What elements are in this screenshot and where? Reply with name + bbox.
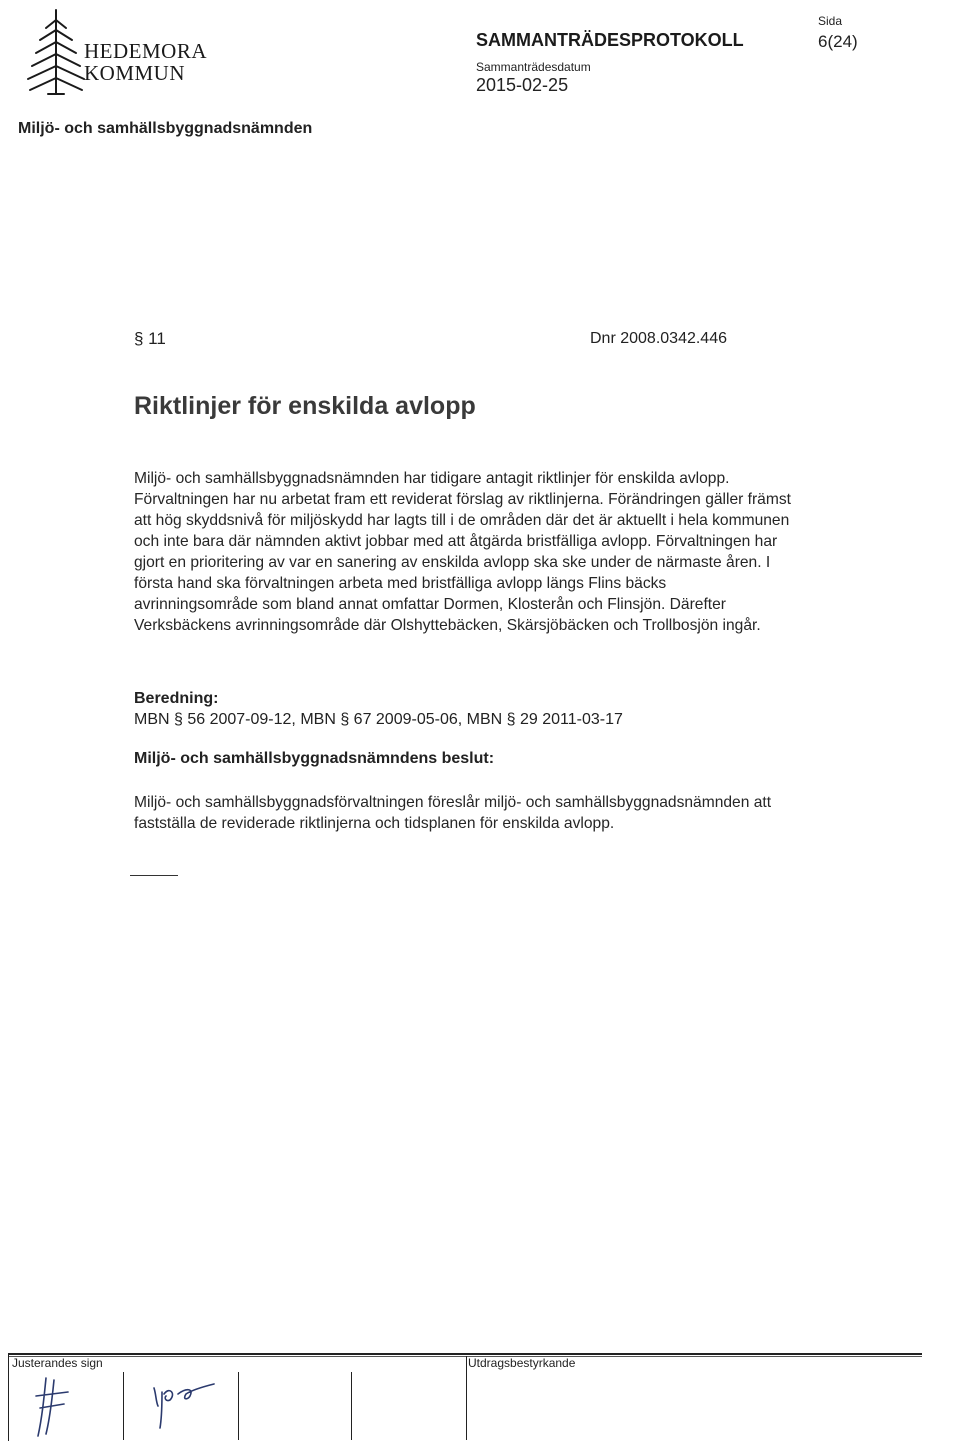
certification-label: Utdragsbestyrkande (468, 1356, 576, 1370)
signature-initials-1 (28, 1370, 88, 1440)
footer-divider (351, 1372, 352, 1440)
diary-number: Dnr 2008.0342.446 (590, 330, 727, 347)
footer-divider (123, 1372, 124, 1440)
committee-name: Miljö- och samhällsbyggnadsnämnden (18, 120, 313, 137)
decision-heading: Miljö- och samhällsbyggnadsnämndens beslut: (134, 750, 495, 767)
signature-label: Justerandes sign (12, 1356, 103, 1370)
logo-sub: KOMMUN (84, 61, 186, 85)
footer-divider (238, 1372, 239, 1440)
document-type: SAMMANTRÄDESPROTOKOLL (476, 30, 744, 50)
spruce-tree-icon (28, 10, 84, 94)
logo-text (84, 40, 207, 84)
footer-rule (8, 1353, 922, 1355)
body-paragraph: Miljö- och samhällsbyggnadsnämnden har tidigare antagit riktlinjer för enskilda avlopp. Förvaltningen har nu arbetat fram ett reviderat förslag av riktlinjerna. Förändringen gäller främst att hög skyddsnivå för miljöskydd har lagts till i de områden där det är aktuellt i hela kommunen och inte bara där nämnden aktivt jobbar med att åtgärda bristfälliga avlopp. Förvaltningen har gjort en prioritering av var en sanering av enskilda avlopp ska ske under de närmaste åren. I första hand ska förvaltningen arbeta med bristfälliga avlopp längs Flins bäcks avrinningsområde som bland annat omfattar Dormen, Klosterån och Flinsjön. Därefter Verksbäckens avrinningsområde där Olshyttebäcken, Skärsjöbäcken och Trollbosjön ingår. (134, 470, 791, 634)
page-label: Sida (818, 14, 843, 28)
end-dash (130, 875, 178, 876)
section-title: Riktlinjer för enskilda avlopp (134, 392, 476, 420)
section-number: § 11 (134, 329, 166, 348)
footer-divider (8, 1353, 9, 1441)
decision-text: Miljö- och samhällsbyggnadsförvaltningen föreslår miljö- och samhällsbyggnadsnämnden att fastställa de reviderade riktlinjerna och tidsplanen för enskilda avlopp. (134, 794, 772, 832)
meeting-date-label: Sammanträdesdatum (476, 60, 591, 74)
footer-divider (466, 1356, 467, 1440)
page-number: 6(24) (818, 32, 858, 51)
preparation-references: MBN § 56 2007-09-12, MBN § 67 2009-05-06, MBN § 29 2011-03-17 (134, 711, 623, 728)
signature-initials-2 (148, 1372, 220, 1432)
preparation-heading: Beredning: (134, 690, 219, 707)
meeting-date: 2015-02-25 (476, 75, 569, 95)
footer-rule-inner (8, 1356, 922, 1357)
logo-name: HEDEMORA (84, 39, 207, 63)
